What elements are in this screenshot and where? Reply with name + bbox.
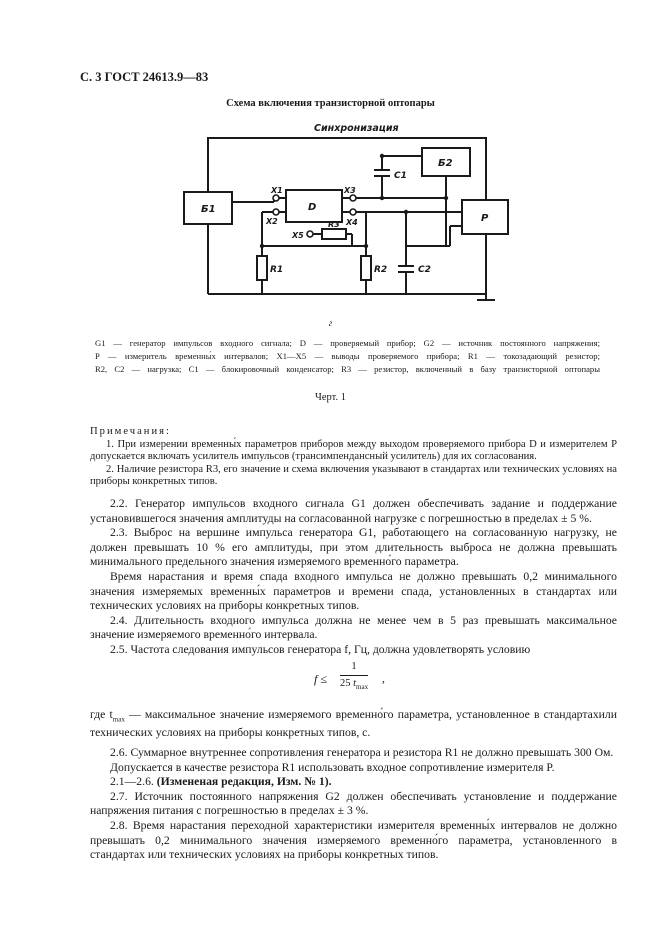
sync-label: Синхронизация: [314, 123, 399, 134]
diagram-sub-letter: г: [328, 318, 333, 328]
x4-label: X4: [346, 218, 358, 227]
resistor-r1: [257, 256, 267, 280]
formula-denominator: 25 $t_{max}$: [340, 678, 369, 692]
legend-line: P — измеритель временны́х интервалов; X1—X5 — выводы проверяемого прибора; R1 — токозадающий резистор;: [95, 351, 600, 361]
paragraph-2-5: 2.5. Частота следования импульсов генератора f, Гц, должна удовлетворять условию: [110, 642, 531, 656]
paragraph-2-4: 2.4. Длительность входного импульса должна не менее чем в 5 раз превышать максимальное значение измеряемого временно́го интервала.: [90, 613, 617, 642]
terminal-x4: [350, 209, 356, 215]
frequency-formula: [90, 658, 617, 708]
terminal-x5: [307, 231, 313, 237]
c2-label: С2: [418, 265, 431, 275]
notes-section: [90, 426, 617, 489]
circuit-diagram: [170, 118, 510, 308]
paragraph-2-3-b: Время нарастания и время спада входного импульса не должно превышать 0,2 минимального значения измеряемых временны́х параметров и времени спада, установленных в стандартах или технических условиях на приборы конкретных типов.: [90, 569, 617, 613]
terminal-x1: [273, 195, 279, 201]
g2-label: Б2: [438, 158, 453, 169]
formula-fraction: [340, 660, 368, 695]
x2-label: X2: [266, 217, 278, 226]
paragraph-2-6-b: Допускается в качестве резистора R1 использовать входное сопротивление измерителя P.: [110, 760, 555, 774]
paragraph-2-6: 2.6. Суммарное внутреннее сопротивления генератора и резистора R1 не должно превышать 300 Ом.: [110, 746, 614, 760]
diagram-legend: [95, 337, 600, 376]
body-text: [90, 497, 617, 863]
legend-line: G1 — генератор импульсов входного сигнала; D — проверяемый прибор; G2 — источник постоянного напряжения;: [95, 338, 600, 348]
amendment-note: 2.1—2.6. (Измененая редакция, Изм. № 1).: [110, 775, 332, 789]
diagram-title: Схема включения транзисторной оптопары: [226, 98, 435, 109]
resistor-r3: [322, 229, 346, 239]
d-label: D: [308, 202, 317, 213]
terminal-x2: [273, 209, 279, 215]
formula-comma: ,: [382, 671, 385, 685]
r3-label: R3: [328, 220, 340, 229]
note-1: 1. При измерении временны́х параметров приборов между выходом проверяемого прибора D и измерителем P допускается включать усилитель импульсов (трансимпендансный усилитель) для их согласования.: [90, 438, 617, 463]
formula-numerator: 1: [340, 660, 368, 677]
page-header: С. 3 ГОСТ 24613.9—83: [80, 70, 209, 84]
formula-where: где $t_{max}$ — максимальное значение измеряемого временно́го параметра, установленное в стандартахили технических условиях на приборы конкретных типов, с.: [90, 707, 618, 740]
paragraph-2-8: 2.8. Время нарастания переходной характеристики измерителя временны́х интервалов не должно превышать 0,2 минимального значения измеряемого временно́го параметра, установленного в стандартах или технических условиях на приборы конкретных типов.: [90, 819, 617, 862]
notes-heading: Примечания:: [90, 426, 171, 437]
figure-caption: Черт. 1: [315, 392, 346, 403]
p-label: P: [481, 213, 489, 224]
c1-label: С1: [394, 171, 407, 181]
x3-label: X3: [344, 186, 356, 195]
r1-label: R1: [270, 265, 284, 275]
paragraph-2-2: 2.2. Генератор импульсов входного сигнала G1 должен обеспечивать задание и поддержание установившегося значения амплитуды на согласованной нагрузке с погрешностью в пределах ± 5 %.: [90, 497, 617, 525]
paragraph-2-7: 2.7. Источник постоянного напряжения G2 должен обеспечивать установление и поддержание напряжения питания с погрешностью в пределах ± 3 %.: [90, 789, 617, 818]
x1-label: X1: [271, 186, 283, 195]
note-2: 2. Наличие резистора R3, его значение и схема включения указывают в стандартах или технических условиях на приборы конкретных типов.: [90, 463, 617, 488]
x5-label: X5: [292, 231, 304, 240]
formula-lhs: f ≤: [314, 671, 327, 686]
legend-line: R2, C2 — нагрузка; C1 — блокировочный конденсатор; R3 — резистор, включенный в базу транзисторной оптопары: [95, 364, 600, 374]
paragraph-2-3: 2.3. Выброс на вершине импульса генератора G1, работающего на согласованную нагрузку, не должен превышать 10 % его амплитуды, при этом длительность выброса не должна превышать минимального предельного значения измеряемого временно́го параметра.: [90, 526, 617, 569]
resistor-r2: [361, 256, 371, 280]
g1-label: Б1: [201, 204, 216, 215]
terminal-x3: [350, 195, 356, 201]
r2-label: R2: [374, 265, 388, 275]
